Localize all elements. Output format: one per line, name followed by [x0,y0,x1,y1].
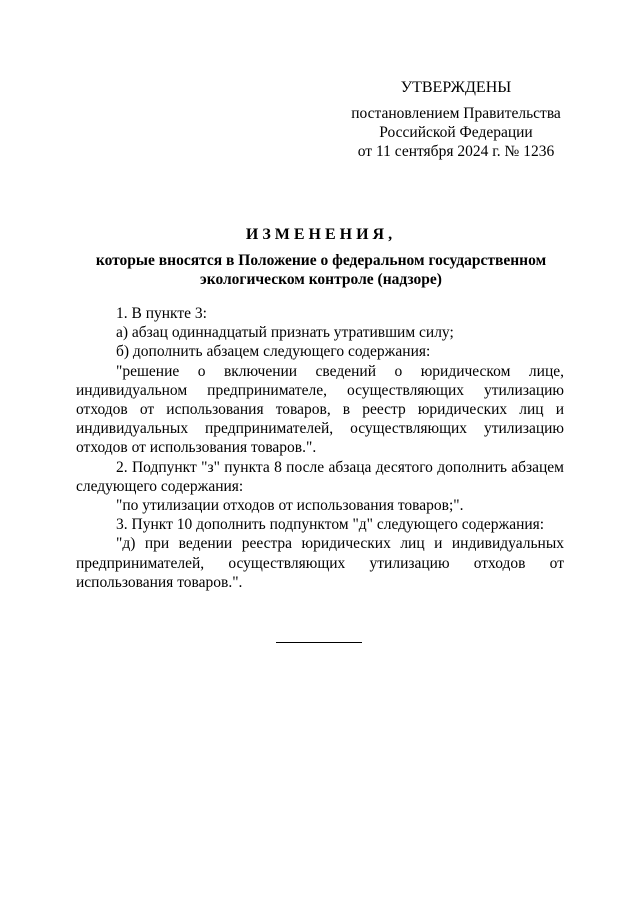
paragraph-item-3: 3. Пункт 10 дополнить подпунктом "д" следующего содержания: [116,516,545,534]
paragraph-item-1: 1. В пункте 3: [116,305,207,322]
paragraph-quote-3: "д) при ведении реестра юридических лиц и индивидуальных предпринимателей, осуществляющих утилизацию отходов от использования товаров.". [76,535,564,591]
document-body [76,304,564,592]
paragraph-quote-1: "решение о включении сведений о юридическом лице, индивидуальном предпринимателе, осуществляющих утилизацию отходов от использования товаров, в реестр юридических лиц и индивидуальных предпринимателей, осуществляющих утилизацию отходов от использования товаров.". [76,362,564,457]
subtitle-line-2: экологическом контроле (надзоре) [200,271,442,288]
approval-block [300,78,612,161]
approval-line-3: от 11 сентября 2024 г. № 1236 [357,143,555,160]
approval-stamp: УТВЕРЖДЕНЫ [400,79,512,96]
document-subtitle [80,251,562,289]
paragraph-item-2: 2. Подпункт "з" пункта 8 после абзаца десятого дополнить абзацем следующего содержания: [76,458,564,495]
paragraph-item-1b: б) дополнить абзацем следующего содержания: [116,343,431,361]
subtitle-line-1: которые вносятся в Положение о федеральном государственном [95,252,547,269]
approval-line-2: Российской Федерации [379,124,533,141]
end-divider [276,642,362,643]
paragraph-quote-2: "по утилизации отходов от использования товаров;". [116,497,464,515]
approval-line-1: постановлением Правительства [351,105,561,122]
document-title: ИЗМЕНЕНИЯ, [245,226,397,243]
paragraph-item-1a: а) абзац одиннадцатый признать утратившим силу; [116,324,454,342]
